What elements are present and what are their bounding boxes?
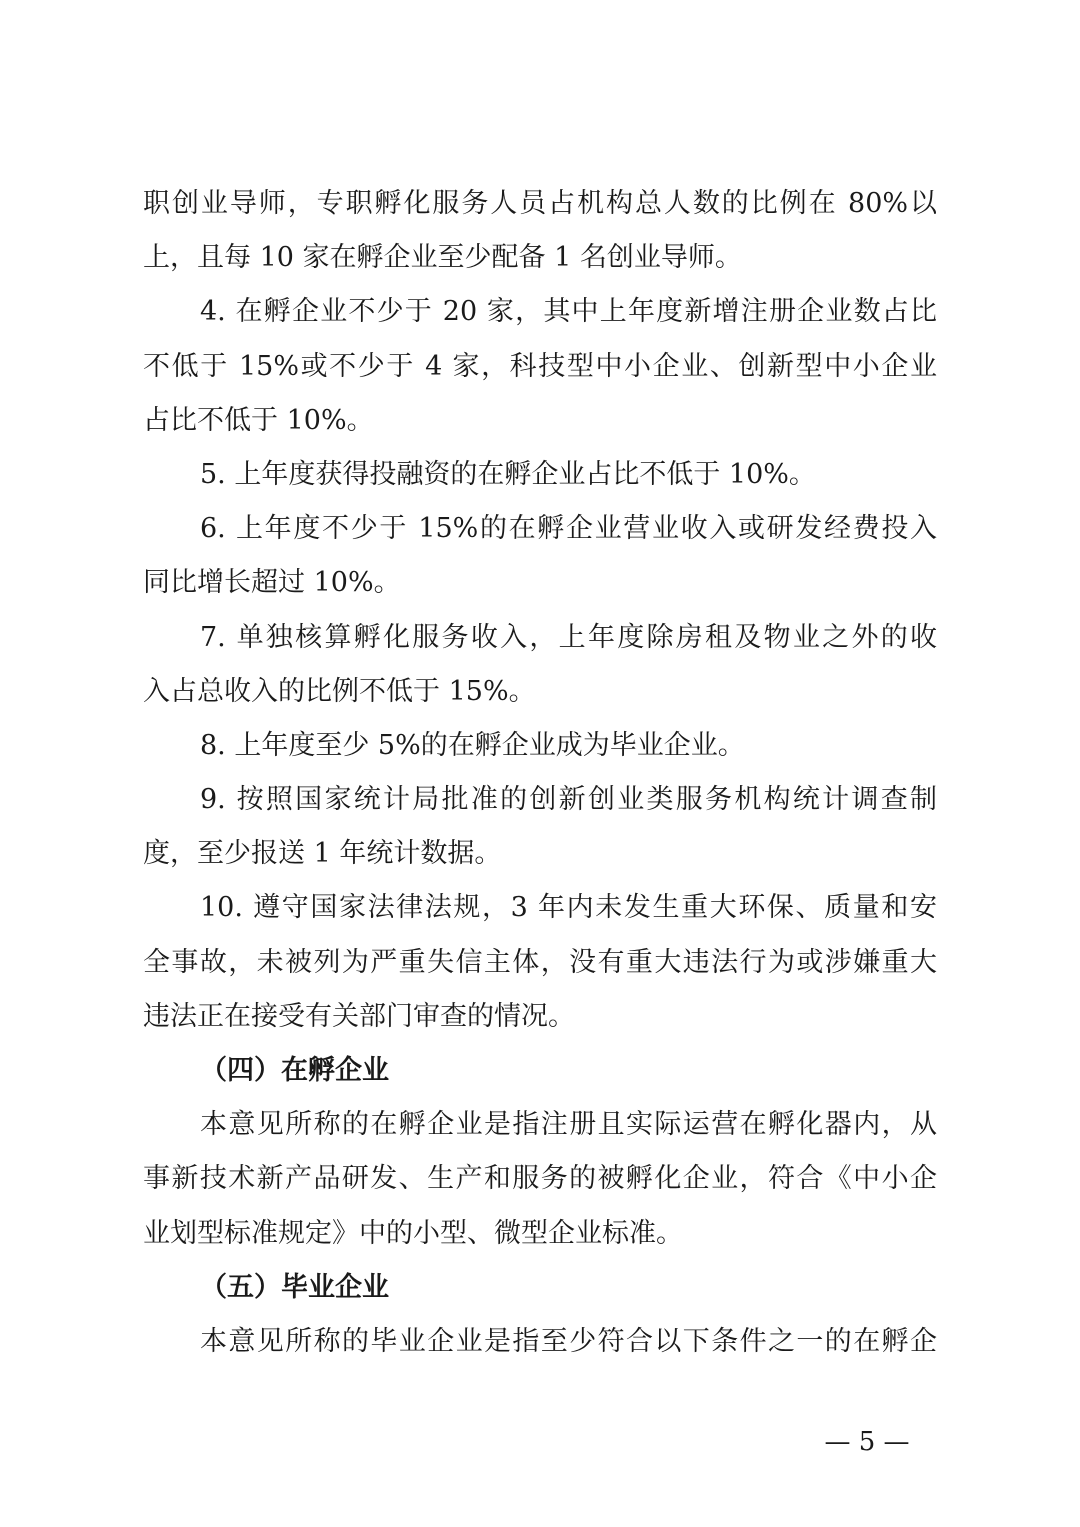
text-line: 本意见所称的在孵企业是指注册且实际运营在孵化器内，从 [200,1109,937,1141]
list-item-4: 4. 在孵企业不少于 20 家，其中上年度新增注册企业数占比 [200,296,937,328]
text-line: 业划型标准规定》中的小型、微型企业标准。 [143,1217,683,1249]
text-line: 违法正在接受有关部门审查的情况。 [143,1000,575,1032]
text-line: 同比增长超过 10%。 [143,567,401,599]
text-line: 不低于 15%或不少于 4 家，科技型中小企业、创新型中小企业 [143,350,937,382]
list-item-7: 7. 单独核算孵化服务收入，上年度除房租及物业之外的收 [200,621,937,653]
text-line: 全事故，未被列为严重失信主体，没有重大违法行为或涉嫌重大 [143,946,937,978]
text-line: 上，且每 10 家在孵企业至少配备 1 名创业导师。 [143,242,742,274]
text-line: 度，至少报送 1 年统计数据。 [143,838,502,870]
list-item-9: 9. 按照国家统计局批准的创新创业类服务机构统计调查制 [200,784,937,816]
document-body [143,177,937,1369]
page-number: — 5 — [824,1427,910,1457]
text-line: 职创业导师，专职孵化服务人员占机构总人数的比例在 80%以 [143,188,937,219]
text-line: 占比不低于 10%。 [143,404,374,436]
list-item-6: 6. 上年度不少于 15%的在孵企业营业收入或研发经费投入 [200,513,937,545]
list-item-8: 8. 上年度至少 5%的在孵企业成为毕业企业。 [200,729,745,761]
section-heading-incubated-enterprises: （四）在孵企业 [200,1055,389,1086]
text-line: 入占总收入的比例不低于 15%。 [143,675,536,707]
text-line: 事新技术新产品研发、生产和服务的被孵化企业，符合《中小企 [143,1163,937,1195]
section-heading-graduated-enterprises: （五）毕业企业 [200,1271,389,1303]
text-line: 本意见所称的毕业企业是指至少符合以下条件之一的在孵企 [200,1325,937,1357]
list-item-10: 10. 遵守国家法律法规，3 年内未发生重大环保、质量和安 [200,892,937,924]
list-item-5: 5. 上年度获得投融资的在孵企业占比不低于 10%。 [200,458,816,490]
